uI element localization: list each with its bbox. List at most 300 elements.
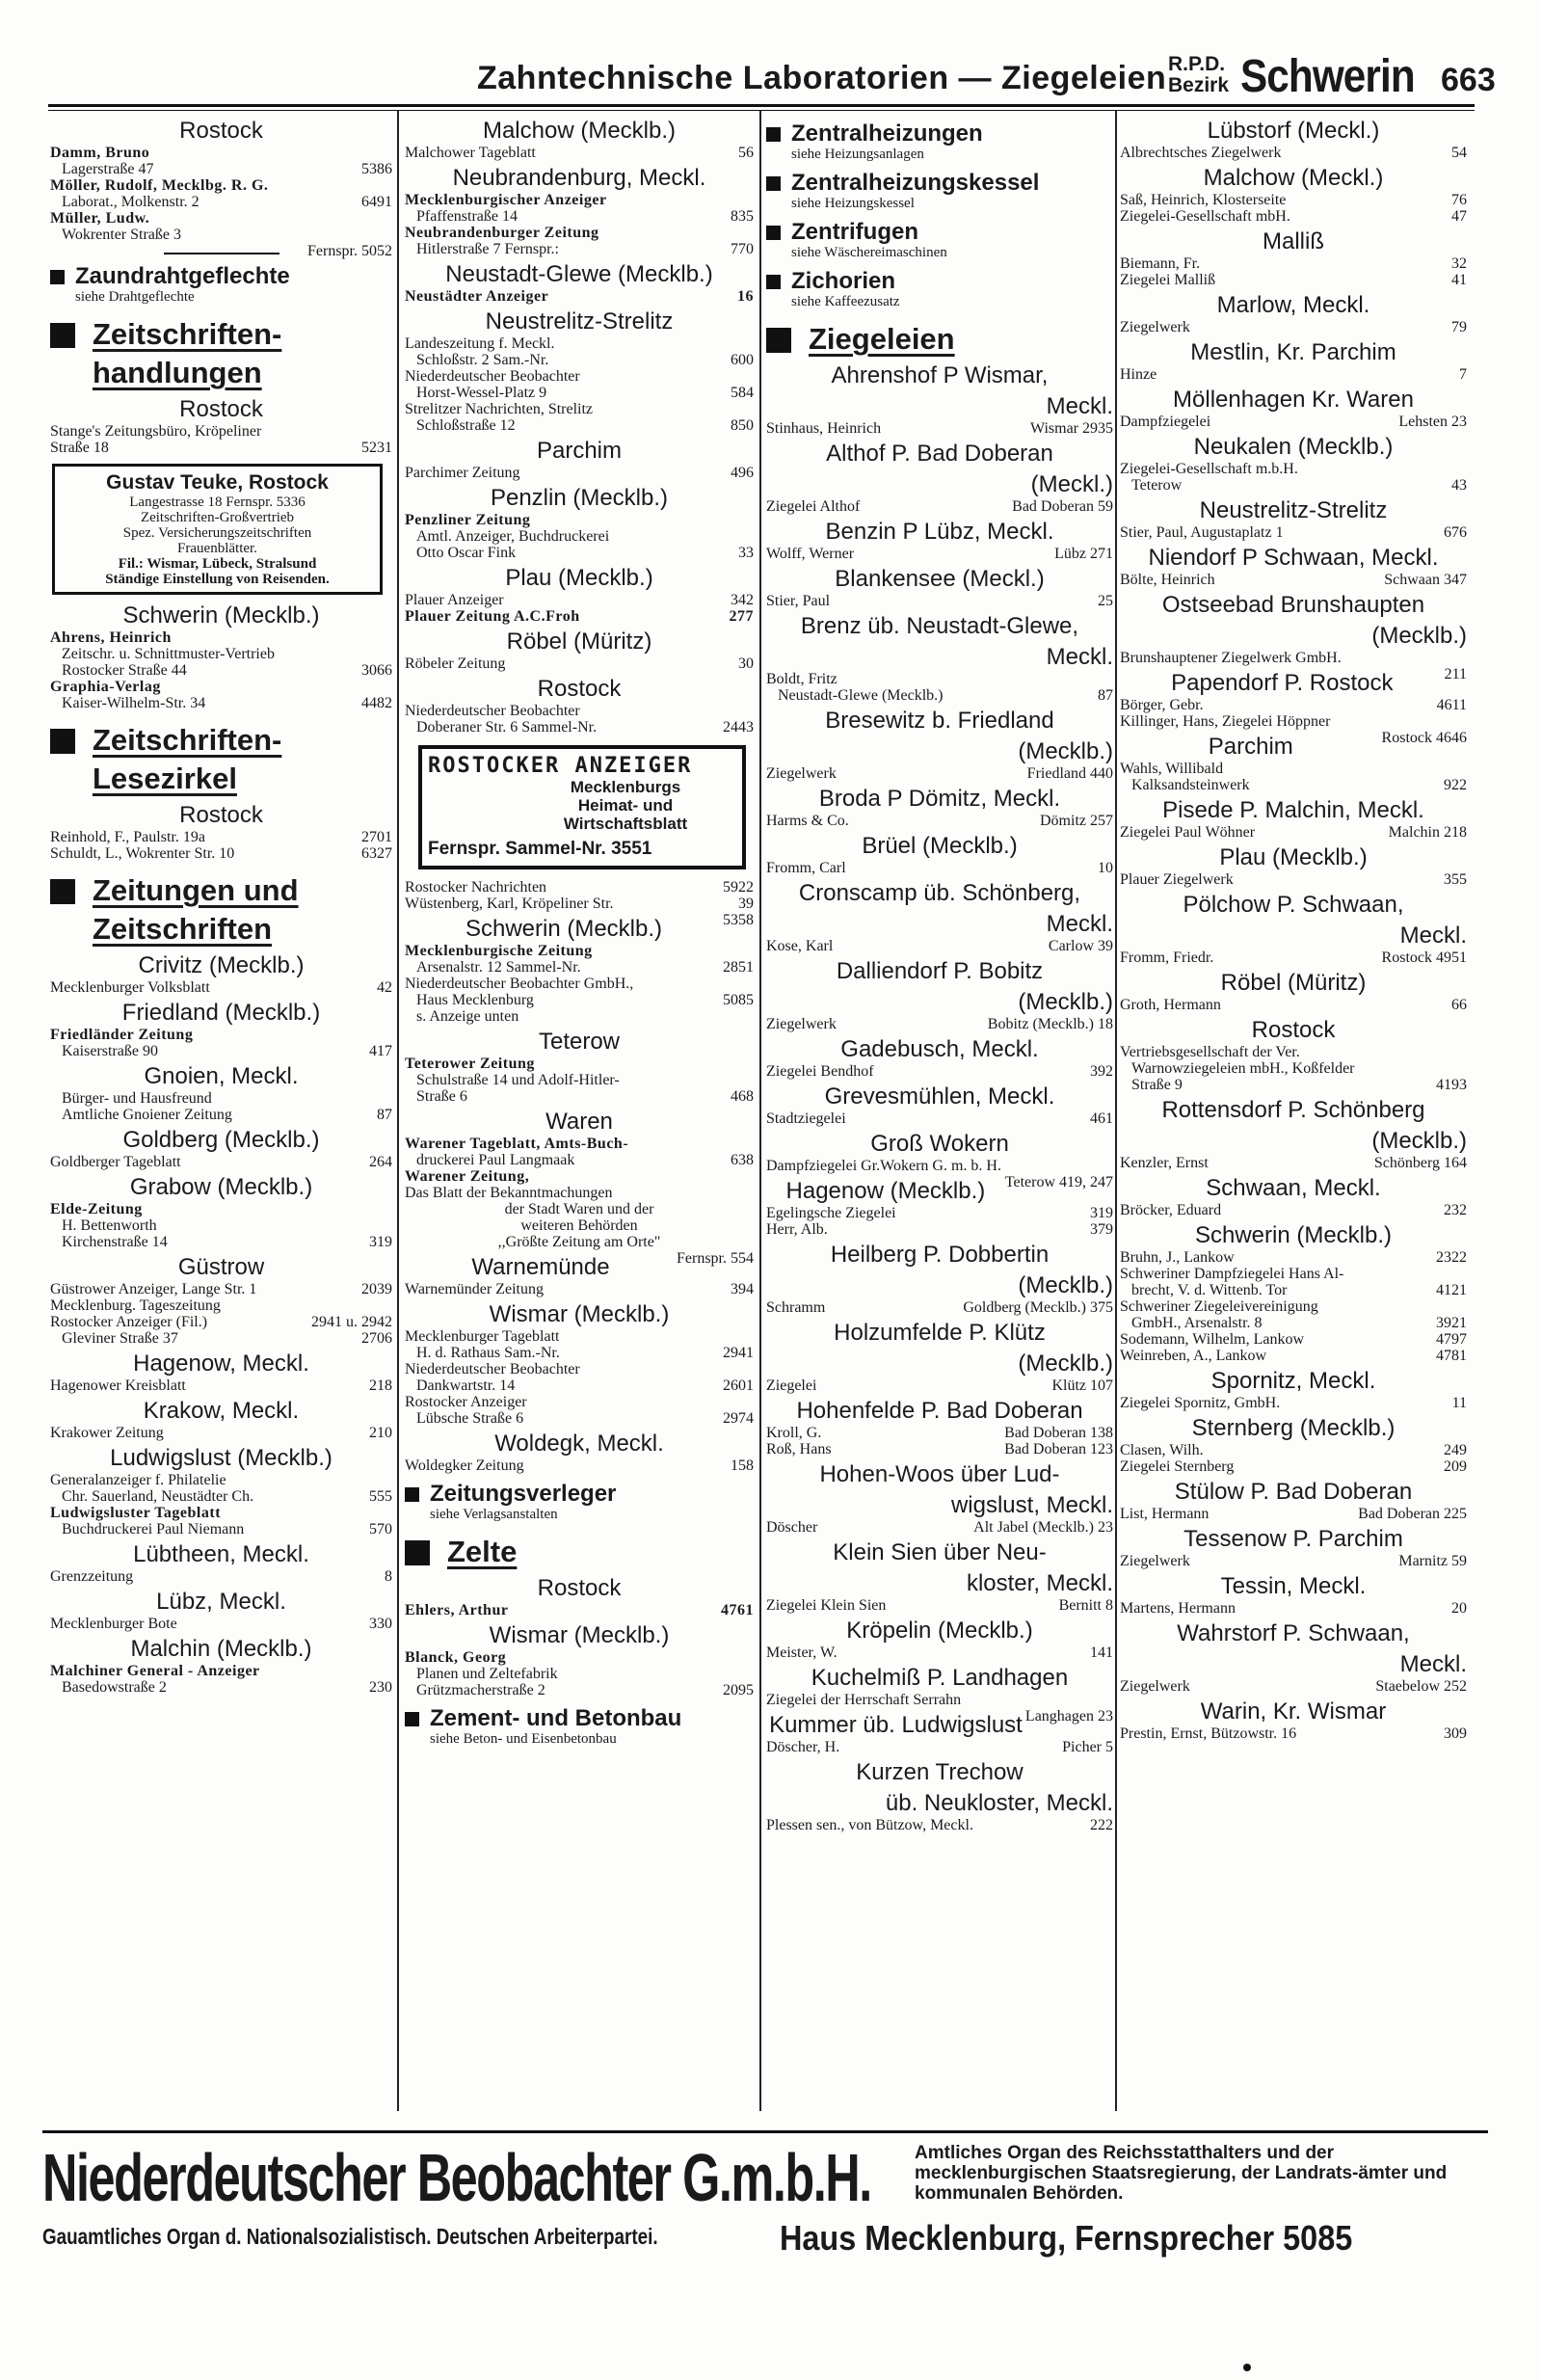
listing-entry xyxy=(50,1234,392,1250)
listing-phone: 41 xyxy=(1451,272,1467,288)
listing-entry xyxy=(405,368,754,385)
place-heading: Lübstorf (Meckl.) xyxy=(1207,118,1380,144)
listing-phone: 392 xyxy=(1090,1063,1113,1080)
place-heading: Rostock xyxy=(179,396,263,422)
listing-text: H. d. Rathaus Sam.-Nr. xyxy=(416,1345,560,1361)
category-reference: siehe Drahtgeflechte xyxy=(75,289,195,305)
listing-text: Horst-Wessel-Platz 9 xyxy=(416,385,547,401)
listing-entry xyxy=(405,208,754,225)
listing-text: Hinze xyxy=(1120,366,1157,383)
listing-phone: Bernitt 8 xyxy=(1058,1597,1113,1614)
listing-entry xyxy=(1120,208,1467,225)
place-heading: Rottensdorf P. Schönberg xyxy=(1161,1097,1425,1123)
listing-entry xyxy=(1120,1458,1467,1475)
listing-text: Ahrens, Heinrich xyxy=(50,629,172,646)
listing-phone: 11 xyxy=(1451,1395,1467,1411)
place-heading: Ostseebad Brunshaupten xyxy=(1161,592,1425,618)
listing-text: Ziegelei-Gesellschaft mbH. xyxy=(1120,208,1290,225)
place-heading: Grevesmühlen, Meckl. xyxy=(824,1083,1055,1110)
listing-text: Rostocker Anzeiger xyxy=(405,1394,527,1410)
category-reference: siehe Kaffeezusatz xyxy=(791,294,900,309)
place-heading: Lübtheen, Meckl. xyxy=(133,1541,309,1567)
category-heading-large: Zeitungen und Zeitschriften xyxy=(50,871,392,949)
listing-entry xyxy=(405,1234,754,1250)
listing-entry xyxy=(405,241,754,257)
listing-entry xyxy=(766,593,1113,609)
listing-text: Ziegelei Bendhof xyxy=(766,1063,874,1080)
listing-text: Plessen sen., von Bützow, Meckl. xyxy=(766,1817,973,1833)
place-heading: Papendorf P. Rostock xyxy=(1171,670,1394,696)
listing-text: Ziegelei-Gesellschaft m.b.H. xyxy=(1120,461,1298,477)
listing-text: Vertriebsgesellschaft der Ver. xyxy=(1120,1044,1300,1060)
page-header xyxy=(39,48,1503,106)
place-heading: Möllenhagen Kr. Waren xyxy=(1173,387,1414,413)
ad-line: Zeitschriften-Großvertrieb xyxy=(140,510,295,525)
listing-text: Dankwartstr. 14 xyxy=(416,1377,516,1394)
place-heading: Klein Sien über Neu- xyxy=(833,1539,1047,1565)
place-heading: Parchim xyxy=(536,438,623,464)
listing-text: Goldberger Tageblatt xyxy=(50,1154,181,1170)
listing-entry xyxy=(405,1185,754,1201)
place-heading: Malchin (Mecklb.) xyxy=(130,1636,312,1662)
listing-phone: 2701 xyxy=(361,829,392,845)
listing-text: Malchower Tageblatt xyxy=(405,145,536,161)
listing-phone: 33 xyxy=(738,545,754,561)
listing-phone: Alt Jabel (Mecklb.) 23 xyxy=(973,1519,1113,1536)
listing-text: Stier, Paul xyxy=(766,593,831,609)
boxed-advertisement xyxy=(52,464,383,595)
place-heading: Pölchow P. Schwaan, xyxy=(1183,892,1404,918)
listing-phone: Marnitz 59 xyxy=(1398,1553,1467,1569)
listing-text: Neustädter Anzeiger xyxy=(405,288,549,305)
listing-entry xyxy=(1120,761,1467,777)
listing-text: Stange's Zeitungsbüro, Kröpeliner xyxy=(50,423,262,440)
listing-phone: 47 xyxy=(1451,208,1467,225)
listing-entry xyxy=(405,1682,754,1698)
place-heading: Meckl. xyxy=(1046,911,1113,937)
listing-entry xyxy=(50,210,392,227)
listing-entry xyxy=(50,1505,392,1521)
listing-phone: 218 xyxy=(369,1377,392,1394)
listing-text: Krakower Zeitung xyxy=(50,1425,164,1441)
listing-text: Straße 9 xyxy=(1131,1077,1183,1093)
place-heading: Neukalen (Mecklb.) xyxy=(1193,434,1394,460)
ad-line: Frauenblätter. xyxy=(177,541,257,556)
listing-text: Woldegker Zeitung xyxy=(405,1457,524,1474)
listing-text: Doberaner Str. 6 Sammel-Nr. xyxy=(416,719,598,735)
listing-text: Hitlerstraße 7 Fernspr.: xyxy=(416,241,559,257)
listing-text: Fromm, Friedr. xyxy=(1120,949,1214,966)
listing-text: Warener Tageblatt, Amts-Buch- xyxy=(405,1136,629,1152)
listing-entry xyxy=(1120,1315,1467,1331)
listing-phone: 319 xyxy=(1090,1205,1113,1221)
listing-phone: 3066 xyxy=(361,662,392,679)
listing-text: Ziegelwerk xyxy=(766,1016,837,1032)
listing-phone: 2706 xyxy=(361,1330,392,1347)
listing-entry xyxy=(405,1649,754,1666)
listing-phone: 309 xyxy=(1444,1725,1467,1742)
listing-text: Plauer Anzeiger xyxy=(405,592,504,608)
listing-phone: Rostock 4646 xyxy=(1381,730,1467,746)
listing-entry xyxy=(405,528,754,545)
place-heading: Schwerin (Mecklb.) xyxy=(1194,1222,1393,1248)
listing-entry xyxy=(405,703,754,719)
listing-text: H. Bettenworth xyxy=(62,1217,157,1234)
listing-text: Stier, Paul, Augustaplatz 1 xyxy=(1120,524,1284,541)
listing-text: Schulstraße 14 und Adolf-Hitler- xyxy=(416,1072,620,1088)
newspaper-advertisement xyxy=(418,745,746,869)
listing-text: Röbeler Zeitung xyxy=(405,655,506,672)
listing-text: Niederdeutscher Beobachter xyxy=(405,703,580,719)
listing-phone: 638 xyxy=(731,1152,754,1168)
listing-entry xyxy=(50,145,392,161)
listing-text: List, Hermann xyxy=(1120,1506,1210,1522)
place-heading: Meckl. xyxy=(1399,923,1467,949)
header-rule xyxy=(48,104,1475,107)
listing-phone: 5922 xyxy=(723,879,754,896)
listing-text: Fromm, Carl xyxy=(766,860,846,876)
place-heading: wigslust, Meckl. xyxy=(950,1492,1113,1518)
rpd-label: R.P.D. xyxy=(1168,53,1226,75)
listing-phone: 230 xyxy=(369,1679,392,1696)
listing-text: brecht, V. d. Wittenb. Tor xyxy=(1131,1282,1288,1298)
separator-rule xyxy=(164,253,279,254)
listing-entry xyxy=(405,335,754,352)
listing-text: Ziegelei Paul Wöhner xyxy=(1120,824,1256,841)
place-heading: (Mecklb.) xyxy=(1018,989,1113,1015)
listing-entry xyxy=(405,1345,754,1361)
listing-entry xyxy=(50,679,392,695)
listing-phone: 20 xyxy=(1451,1600,1467,1617)
listing-text: Boldt, Fritz xyxy=(766,671,837,687)
listing-phone: 76 xyxy=(1451,192,1467,208)
listing-entry xyxy=(405,145,754,161)
listing-entry xyxy=(405,225,754,241)
listing-phone: 7 xyxy=(1459,366,1467,383)
place-heading: Gnoien, Meckl. xyxy=(144,1063,299,1089)
listing-phone: 4193 xyxy=(1436,1077,1467,1093)
listing-phone: 570 xyxy=(369,1521,392,1538)
listing-phone: 676 xyxy=(1444,524,1467,541)
listing-text: Ziegelwerk xyxy=(1120,1553,1190,1569)
listing-entry xyxy=(405,976,754,992)
listing-phone: 249 xyxy=(1444,1442,1467,1458)
listing-phone: 468 xyxy=(731,1088,754,1105)
column-divider xyxy=(1115,111,1117,2111)
place-heading: Rostock xyxy=(537,676,622,702)
category-heading: Zeitungsverleger xyxy=(405,1482,754,1507)
place-heading: Kurzen Trechow xyxy=(856,1759,1024,1785)
listing-entry xyxy=(766,1110,1113,1127)
place-heading: Malchow (Mecklb.) xyxy=(482,118,677,144)
place-heading: Crivitz (Mecklb.) xyxy=(138,952,305,978)
listing-text: Harms & Co. xyxy=(766,813,849,829)
listing-text: Basedowstraße 2 xyxy=(62,1679,167,1696)
place-heading: Schwerin (Mecklb.) xyxy=(465,916,663,942)
listing-phone: 158 xyxy=(731,1457,754,1474)
listing-phone: 79 xyxy=(1451,319,1467,335)
listing-phone: 2941 xyxy=(723,1345,754,1361)
place-heading: Neubrandenburg, Meckl. xyxy=(452,165,706,191)
listing-text: Ehlers, Arthur xyxy=(405,1602,509,1618)
listing-entry xyxy=(405,1008,754,1025)
listing-phone: Staebelow 252 xyxy=(1375,1678,1467,1695)
column-1 xyxy=(50,114,392,2109)
listing-phone: 2322 xyxy=(1436,1249,1467,1266)
place-heading: Kuchelmiß P. Landhagen xyxy=(811,1665,1069,1691)
listing-phone: 2443 xyxy=(723,719,754,735)
listing-phone: 770 xyxy=(731,241,754,257)
listing-phone: Friedland 440 xyxy=(1026,765,1113,782)
listing-text: Plauer Zeitung A.C.Froh xyxy=(405,608,580,625)
listing-text: Kaiserstraße 90 xyxy=(62,1043,158,1059)
place-heading: Kummer üb. Ludwigslust xyxy=(769,1712,1023,1738)
listing-entry xyxy=(1120,1725,1467,1742)
listing-entry xyxy=(1120,650,1467,666)
listing-phone: 87 xyxy=(377,1107,392,1123)
listing-entry xyxy=(1120,572,1467,588)
listing-phone: 5386 xyxy=(361,161,392,177)
category-heading: Zentrifugen xyxy=(766,220,1113,245)
listing-text: Niederdeutscher Beobachter xyxy=(405,1361,580,1377)
place-heading: Hohen-Woos über Lud- xyxy=(819,1461,1060,1487)
listing-phone: 461 xyxy=(1090,1110,1113,1127)
listing-entry xyxy=(405,1394,754,1410)
listing-entry xyxy=(1120,192,1467,208)
listing-text: Güstrower Anzeiger, Lange Str. 1 xyxy=(50,1281,257,1297)
listing-entry xyxy=(1120,272,1467,288)
listing-entry xyxy=(50,1679,392,1696)
place-heading: Plau (Mecklb.) xyxy=(505,565,653,591)
place-heading: Schwaan, Meckl. xyxy=(1206,1175,1381,1201)
listing-phone: 2941 u. 2942 xyxy=(311,1314,392,1330)
ad-line: Spez. Versicherungszeitschriften xyxy=(122,525,312,541)
listing-entry xyxy=(50,1107,392,1123)
listing-entry xyxy=(766,498,1113,515)
listing-phone: Lübz 271 xyxy=(1054,546,1113,562)
place-heading: Hagenow (Mecklb.) xyxy=(785,1178,986,1204)
listing-phone: 10 xyxy=(1098,860,1113,876)
place-heading: (Mecklb.) xyxy=(1371,623,1467,649)
listing-text: Meister, W. xyxy=(766,1645,837,1661)
place-heading: Krakow, Meckl. xyxy=(143,1398,300,1424)
listing-phone: 4761 xyxy=(721,1602,754,1618)
listing-entry xyxy=(766,1692,1113,1708)
place-heading: Brüel (Mecklb.) xyxy=(862,833,1018,859)
listing-phone: 922 xyxy=(1444,777,1467,793)
listing-entry xyxy=(1120,1331,1467,1348)
listing-text: druckerei Paul Langmaak xyxy=(416,1152,575,1168)
listing-phone: Bad Doberan 225 xyxy=(1358,1506,1467,1522)
listing-entry xyxy=(405,608,754,625)
listing-text: Schweriner Ziegeleivereinigung xyxy=(1120,1298,1318,1315)
listing-phone: 6491 xyxy=(361,194,392,210)
listing-entry xyxy=(50,1154,392,1170)
listing-phone: Teterow 419, 247 xyxy=(1004,1174,1113,1190)
category-heading-large: Ziegeleien xyxy=(766,320,1113,359)
place-heading: Hagenow, Meckl. xyxy=(133,1350,309,1377)
listing-text: Müller, Ludw. xyxy=(50,210,150,227)
place-heading: Warnemünde xyxy=(471,1254,610,1280)
place-heading: Ludwigslust (Mecklb.) xyxy=(110,1445,332,1471)
listing-entry xyxy=(1120,255,1467,272)
listing-phone: 379 xyxy=(1090,1221,1113,1238)
listing-text: Laborat., Molkenstr. 2 xyxy=(62,194,199,210)
listing-text: Döscher, H. xyxy=(766,1739,840,1755)
listing-text: Schweriner Dampfziegelei Hans Al- xyxy=(1120,1266,1344,1282)
listing-text: Mecklenburg. Tageszeitung xyxy=(50,1297,221,1314)
listing-phone: 5231 xyxy=(361,440,392,456)
listing-text: Schramm xyxy=(766,1299,826,1316)
listing-text: Generalanzeiger f. Philatelie xyxy=(50,1472,226,1488)
place-heading: Heilberg P. Dobbertin xyxy=(830,1242,1050,1268)
place-heading: Rostock xyxy=(179,802,263,828)
listing-phone: 2974 xyxy=(723,1410,754,1427)
listing-text: Ziegelei Sternberg xyxy=(1120,1458,1235,1475)
listing-phone: 2851 xyxy=(723,959,754,976)
listing-entry xyxy=(50,423,392,440)
place-heading: Goldberg (Mecklb.) xyxy=(122,1127,320,1153)
listing-text: Bölte, Heinrich xyxy=(1120,572,1215,588)
listing-entry xyxy=(50,1663,392,1679)
place-heading: Dalliendorf P. Bobitz xyxy=(836,958,1044,984)
listing-text: Wüstenberg, Karl, Kröpeliner Str. xyxy=(405,896,614,912)
listing-text: Kaiser-Wilhelm-Str. 34 xyxy=(62,695,206,711)
listing-phone: Wismar 2935 xyxy=(1029,420,1113,437)
listing-entry xyxy=(405,1072,754,1088)
listing-entry xyxy=(50,1568,392,1585)
listing-text: Prestin, Ernst, Bützowstr. 16 xyxy=(1120,1725,1297,1742)
place-heading: Holzumfelde P. Klütz xyxy=(834,1320,1046,1346)
district-city: Schwerin xyxy=(1240,51,1415,102)
listing-entry xyxy=(405,1168,754,1185)
listing-phone: Schönberg 164 xyxy=(1373,1155,1467,1171)
listing-phone: 555 xyxy=(369,1488,392,1505)
category-heading: Zement- und Betonbau xyxy=(405,1706,754,1731)
header-rule-thin xyxy=(48,110,1475,111)
listing-phone: Carlow 39 xyxy=(1048,938,1113,954)
listing-entry xyxy=(50,1201,392,1217)
listing-text: Schloßstr. 2 Sam.-Nr. xyxy=(416,352,549,368)
listing-phone: 4482 xyxy=(361,695,392,711)
listing-text: Neustadt-Glewe (Mecklb.) xyxy=(778,687,944,704)
listing-entry xyxy=(1120,997,1467,1013)
listing-phone: 66 xyxy=(1451,997,1467,1013)
listing-entry xyxy=(766,1016,1113,1032)
listing-entry xyxy=(1120,145,1467,161)
listing-phone: 355 xyxy=(1444,871,1467,888)
listing-text: Warnowziegeleien mbH., Koßfelder xyxy=(1131,1060,1355,1077)
place-heading: Broda P Dömitz, Meckl. xyxy=(818,786,1061,812)
listing-entry xyxy=(50,1027,392,1043)
place-heading: Penzlin (Mecklb.) xyxy=(490,485,669,511)
listing-phone: 210 xyxy=(369,1425,392,1441)
listing-entry xyxy=(405,896,754,912)
listing-entry xyxy=(50,1043,392,1059)
listing-text: Ziegelei Klein Sien xyxy=(766,1597,887,1614)
listing-text: Ziegelei xyxy=(766,1377,817,1394)
place-heading: Pisede P. Malchin, Meckl. xyxy=(1162,797,1424,823)
listing-text: Warnemünder Zeitung xyxy=(405,1281,544,1297)
listing-text: Otto Oscar Fink xyxy=(416,545,517,561)
listing-entry xyxy=(1120,1600,1467,1617)
listing-entry xyxy=(50,646,392,662)
listing-text: Döscher xyxy=(766,1519,818,1536)
listing-text: Strelitzer Nachrichten, Strelitz xyxy=(405,401,594,417)
place-heading: Rostock xyxy=(1251,1017,1336,1043)
district-label xyxy=(1168,54,1229,96)
listing-entry xyxy=(405,943,754,959)
listing-text: Ziegelei Althof xyxy=(766,498,861,515)
listing-entry xyxy=(405,1602,754,1618)
category-reference: siehe Verlagsanstalten xyxy=(430,1507,558,1522)
listing-phone: 3921 xyxy=(1436,1315,1467,1331)
place-heading: Malliß xyxy=(1263,228,1324,254)
listing-entry xyxy=(50,1377,392,1394)
listing-entry xyxy=(1120,1553,1467,1569)
listing-text: Malchiner General - Anzeiger xyxy=(50,1663,260,1679)
category-heading-large: Zeitschriften-handlungen xyxy=(50,315,392,392)
listing-entry xyxy=(50,629,392,646)
listing-entry xyxy=(50,695,392,711)
listing-text: Kose, Karl xyxy=(766,938,834,954)
listing-entry xyxy=(50,227,392,243)
listing-text: Saß, Heinrich, Klosterseite xyxy=(1120,192,1287,208)
place-heading: Tessenow P. Parchim xyxy=(1183,1526,1403,1552)
listing-phone: 87 xyxy=(1098,687,1113,704)
listing-entry xyxy=(50,194,392,210)
listing-text: Warener Zeitung, xyxy=(405,1168,530,1185)
listing-text: Penzliner Zeitung xyxy=(405,512,531,528)
listing-text: Straße 6 xyxy=(416,1088,467,1105)
listing-entry xyxy=(50,1425,392,1441)
place-heading: Stülow P. Bad Doberan xyxy=(1174,1479,1413,1505)
listing-phone: 4797 xyxy=(1436,1331,1467,1348)
publisher-address: Haus Mecklenburg, Fernsprecher 5085 xyxy=(780,2218,1353,2258)
listing-entry xyxy=(766,1425,1113,1441)
listing-phone: 2601 xyxy=(723,1377,754,1394)
listing-phone: 2039 xyxy=(361,1281,392,1297)
category-reference: siehe Beton- und Eisenbetonbau xyxy=(430,1731,617,1747)
listing-text: Killinger, Hans, Ziegelei Höppner xyxy=(1120,713,1331,730)
listing-text: Rostocker Anzeiger (Fil.) xyxy=(50,1314,208,1330)
listing-text: Neubrandenburger Zeitung xyxy=(405,225,599,241)
listing-entry xyxy=(1120,319,1467,335)
listing-text: weiteren Behörden xyxy=(520,1217,638,1234)
category-heading-large: Zelte xyxy=(405,1533,754,1571)
listing-text: Mecklenburger Bote xyxy=(50,1616,177,1632)
listing-text: Parchimer Zeitung xyxy=(405,465,520,481)
listing-entry xyxy=(405,1136,754,1152)
listing-text: Zeitschr. u. Schnittmuster-Vertrieb xyxy=(62,646,275,662)
listing-phone: 43 xyxy=(1451,477,1467,494)
listing-entry xyxy=(405,1666,754,1682)
listing-phone: 232 xyxy=(1444,1202,1467,1218)
listing-text: Kenzler, Ernst xyxy=(1120,1155,1209,1171)
listing-text: ,,Größte Zeitung am Orte" xyxy=(497,1234,661,1250)
category-reference: siehe Heizungsanlagen xyxy=(791,147,924,162)
page-number: 663 xyxy=(1441,62,1496,98)
listing-phone: Bobitz (Mecklb.) 18 xyxy=(987,1016,1113,1032)
listing-entry xyxy=(1120,777,1467,793)
listing-entry xyxy=(405,512,754,528)
listing-text: Teterow xyxy=(1131,477,1183,494)
listing-entry xyxy=(766,1739,1113,1755)
listing-entry xyxy=(1120,461,1467,477)
listing-text: Hagenower Kreisblatt xyxy=(50,1377,186,1394)
listing-phone: 394 xyxy=(731,1281,754,1297)
listing-entry xyxy=(405,401,754,417)
